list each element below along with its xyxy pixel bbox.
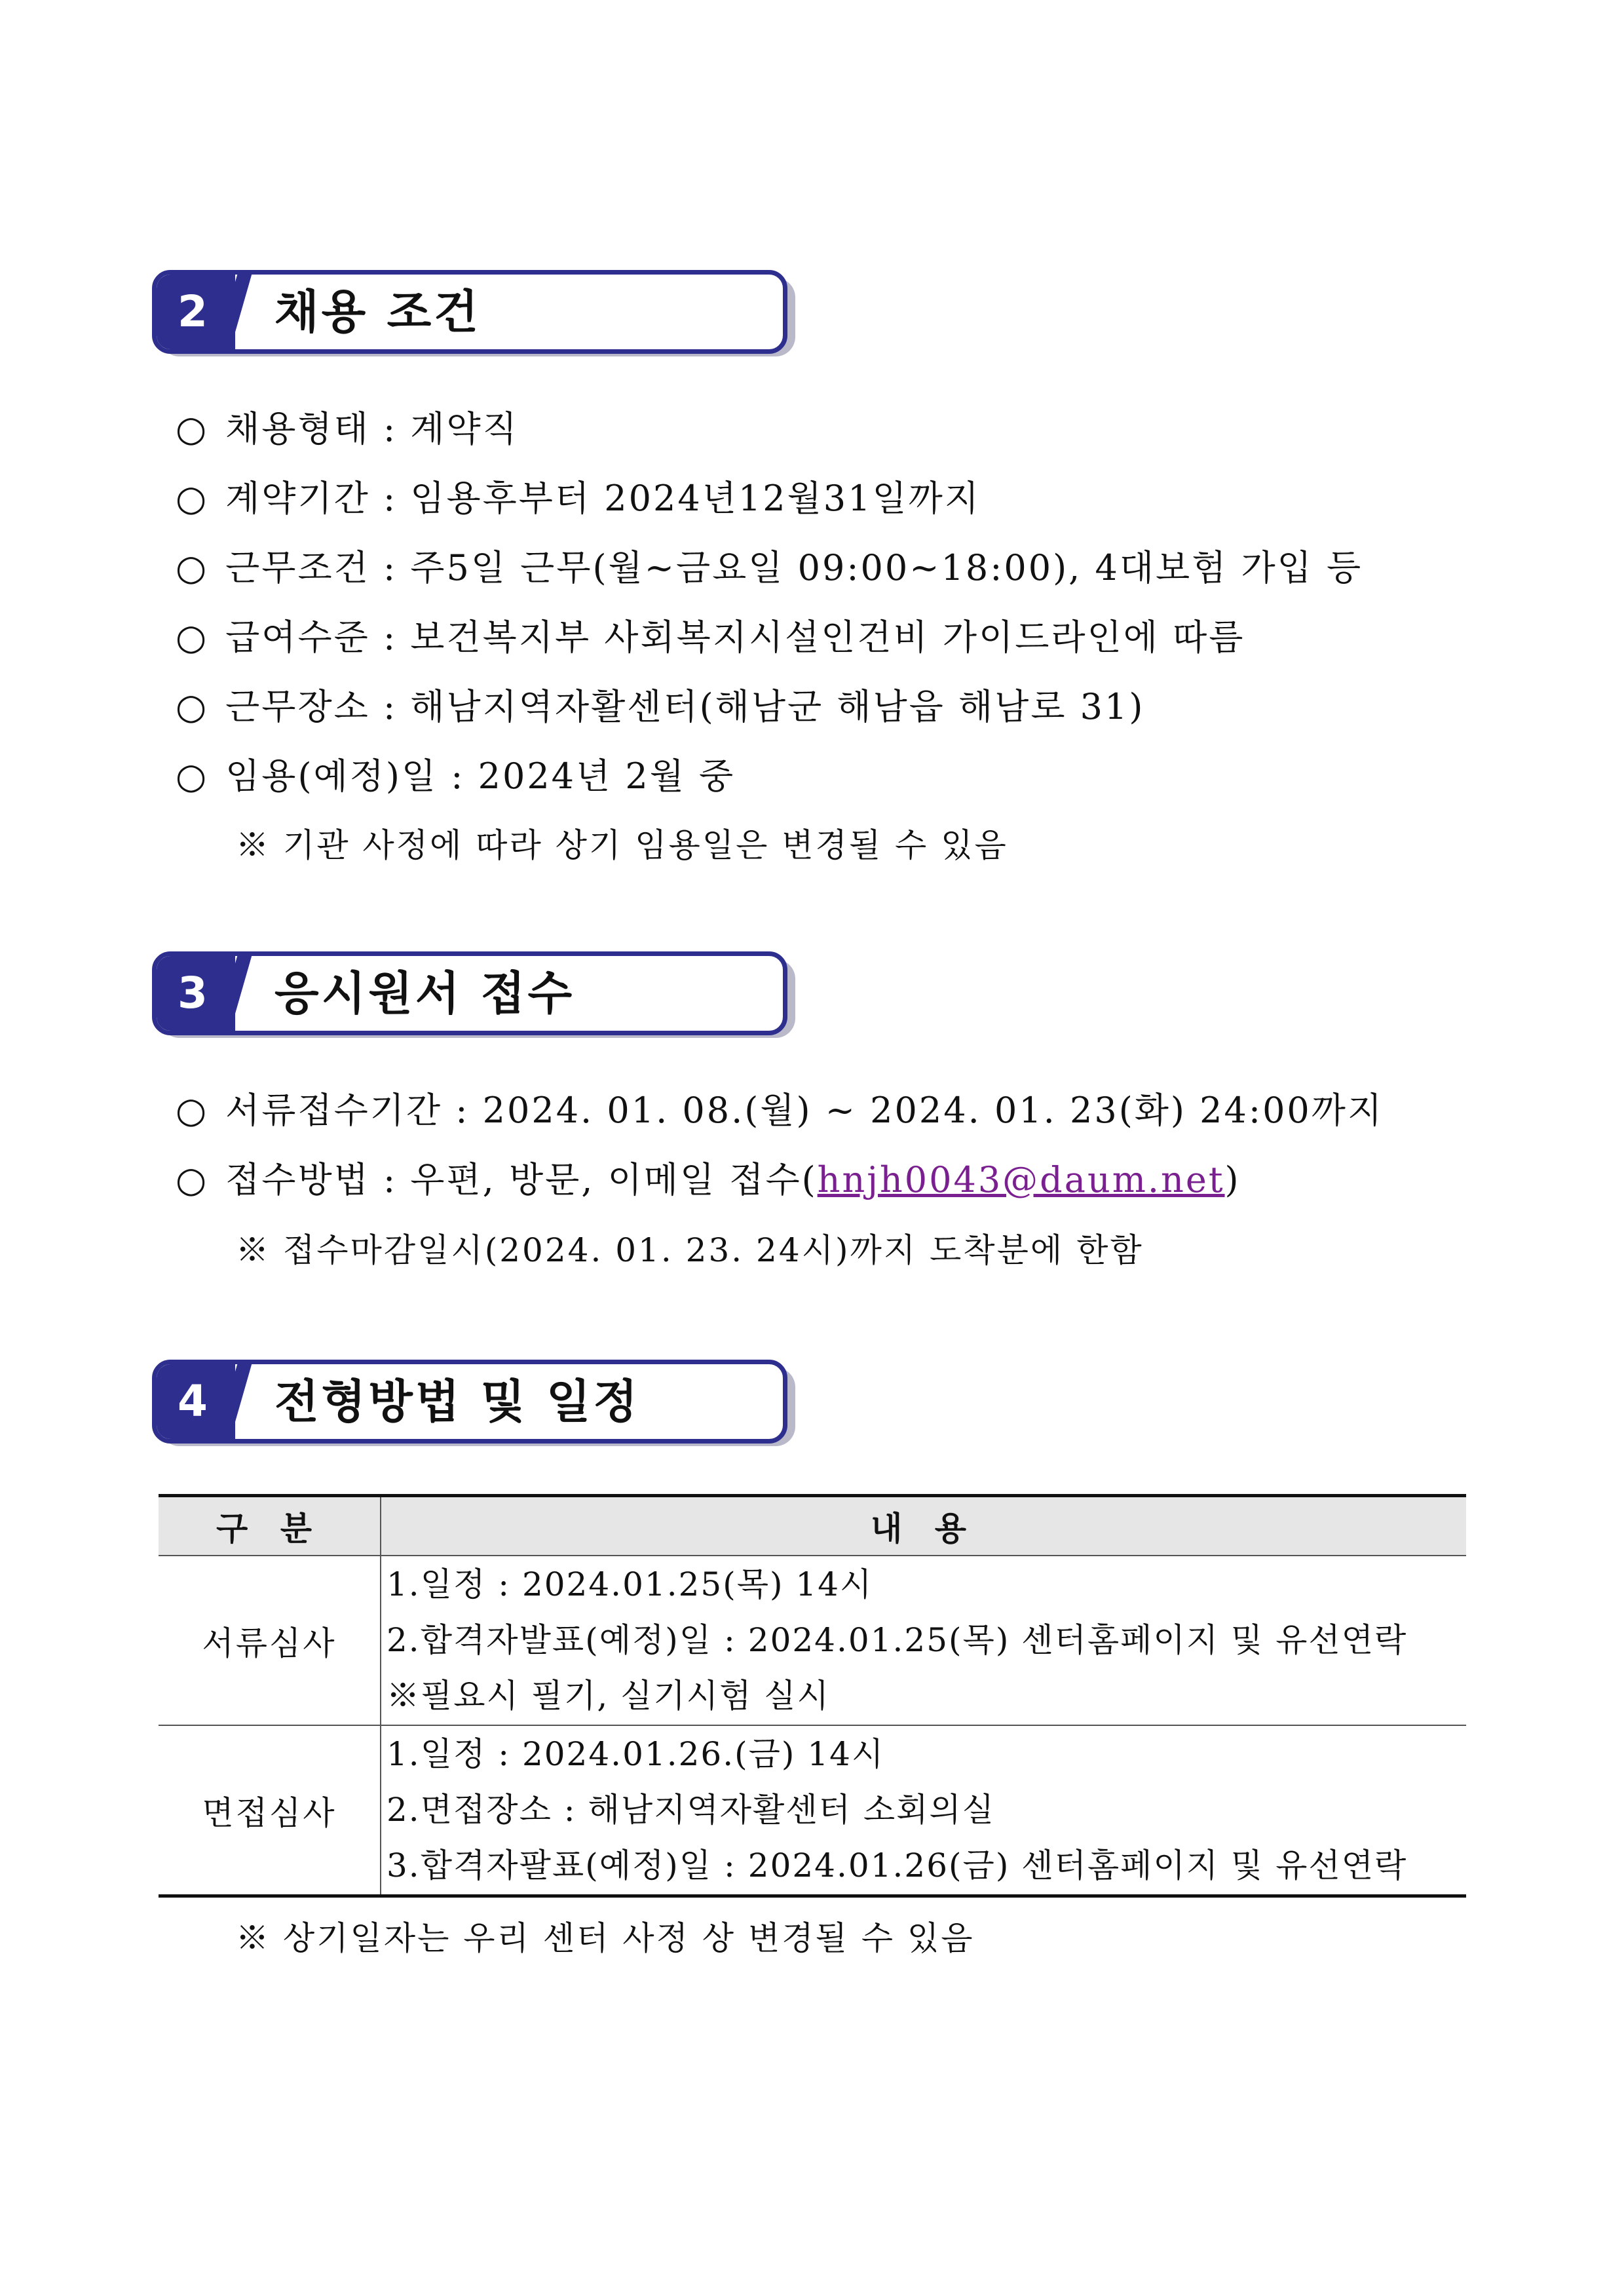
table-row	[159, 1556, 1466, 1725]
section-header-4	[152, 1360, 797, 1446]
row-item: 3.합격자팔표(예정)일 : 2024.01.26(금) 센터홈페이지 및 유선연락	[387, 1846, 1408, 1885]
header-box	[152, 951, 787, 1035]
circle-bullet-icon: ○	[176, 547, 209, 588]
section-header-2	[152, 270, 797, 356]
application-line: ○ 서류접수기간 : 2024. 01. 08.(월) ~ 2024. 01. 23(화) 24:00까지	[176, 1090, 1384, 1131]
column-header-category: 구 분	[159, 1496, 381, 1556]
condition-line: ○ 계약기간 : 임용후부터 2024년12월31일까지	[176, 478, 981, 519]
circle-bullet-icon: ○	[176, 1159, 209, 1200]
section-number: 2	[178, 286, 208, 337]
circle-bullet-icon: ○	[176, 617, 209, 658]
row-label: 서류심사	[159, 1556, 381, 1725]
circle-bullet-icon: ○	[176, 1090, 209, 1131]
section-title: 채용 조건	[274, 285, 481, 339]
circle-bullet-icon: ○	[176, 408, 209, 450]
table-header-row	[159, 1496, 1466, 1556]
row-item: 1.일정 : 2024.01.26.(금) 14시	[387, 1735, 885, 1773]
condition-line: ○ 근무조건 : 주5일 근무(월~금요일 09:00~18:00), 4대보험 가입 등	[176, 547, 1363, 588]
section-note: ※ 상기일자는 우리 센터 사정 상 변경될 수 있음	[236, 1919, 975, 1957]
section-note: ※ 기관 사정에 따라 상기 임용일은 변경될 수 있음	[236, 826, 1008, 864]
email-link[interactable]: hnjh0043@daum.net	[817, 1159, 1225, 1200]
schedule-table	[159, 1494, 1466, 1898]
circle-bullet-icon: ○	[176, 478, 209, 519]
header-box	[152, 270, 787, 354]
header-box	[152, 1360, 787, 1444]
application-method-line: ○ 접수방법 : 우편, 방문, 이메일 접수(hnjh0043@daum.net)	[176, 1159, 1241, 1200]
row-item: ※필요시 필기, 실기시험 실시	[387, 1677, 830, 1715]
section-note: ※ 접수마감일시(2024. 01. 23. 24시)까지 도착분에 한함	[236, 1231, 1144, 1269]
column-header-content: 내 용	[381, 1496, 1466, 1556]
table-row	[159, 1725, 1466, 1896]
row-item: 1.일정 : 2024.01.25(목) 14시	[387, 1565, 873, 1603]
section-number: 4	[178, 1376, 208, 1426]
row-label: 면접심사	[159, 1725, 381, 1896]
section-number: 3	[178, 968, 208, 1018]
condition-line: ○ 급여수준 : 보건복지부 사회복지시설인건비 가이드라인에 따름	[176, 617, 1245, 658]
section-title: 응시원서 접수	[274, 966, 575, 1020]
row-content	[381, 1556, 1466, 1725]
condition-line: ○ 임용(예정)일 : 2024년 2월 중	[176, 756, 736, 797]
condition-line: ○ 채용형태 : 계약직	[176, 408, 519, 450]
row-item: 2.합격자발표(예정)일 : 2024.01.25(목) 센터홈페이지 및 유선연락	[387, 1621, 1408, 1659]
row-item: 2.면접장소 : 해남지역자활센터 소회의실	[387, 1791, 996, 1829]
row-content	[381, 1725, 1466, 1896]
circle-bullet-icon: ○	[176, 686, 209, 727]
section-header-3	[152, 951, 797, 1038]
circle-bullet-icon: ○	[176, 756, 209, 797]
section-title: 전형방법 및 일정	[274, 1375, 641, 1428]
condition-line: ○ 근무장소 : 해남지역자활센터(해남군 해남읍 해남로 31)	[176, 686, 1145, 727]
